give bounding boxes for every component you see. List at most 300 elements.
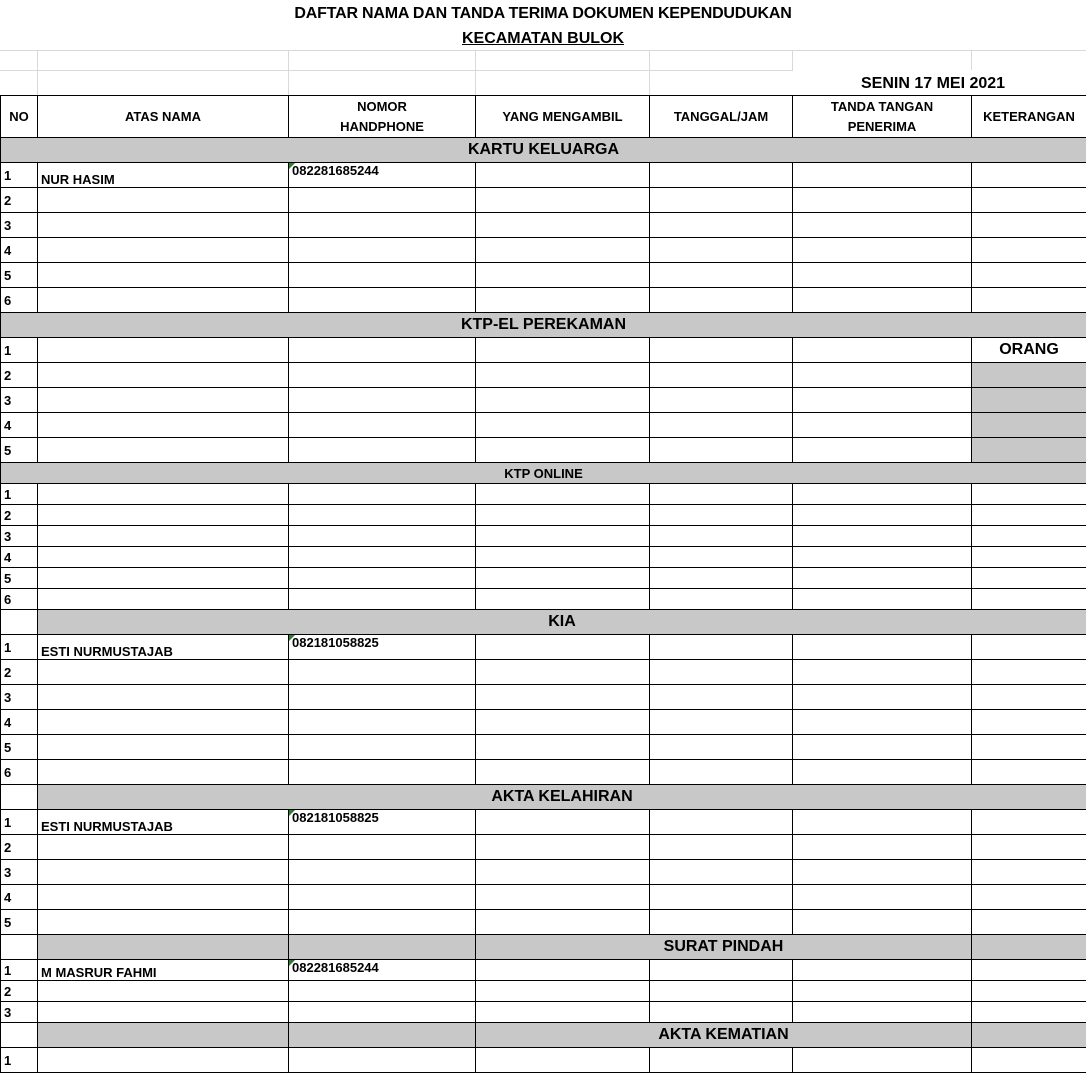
phone-cell[interactable] [289,238,476,263]
row-number[interactable]: 1 [1,484,38,505]
row-number[interactable]: 5 [1,910,38,935]
phone-cell[interactable] [289,388,476,413]
tanda-tangan-cell[interactable] [793,213,972,238]
keterangan-cell[interactable] [972,810,1086,835]
header-nomor-handphone[interactable] [289,96,476,138]
tanggal-jam-cell[interactable] [650,568,793,589]
keterangan-cell[interactable] [972,635,1086,660]
phone-cell[interactable] [289,885,476,910]
row-number[interactable]: 4 [1,413,38,438]
phone-cell[interactable] [289,213,476,238]
tanggal-jam-cell[interactable] [650,910,793,935]
keterangan-cell[interactable] [972,484,1086,505]
keterangan-cell[interactable] [972,710,1086,735]
atas-nama-cell[interactable] [38,288,289,313]
yang-mengambil-cell[interactable] [476,484,650,505]
row-number[interactable]: 1 [1,810,38,835]
yang-mengambil-cell[interactable] [476,835,650,860]
header-nomor-line2: HANDPHONE [340,118,424,134]
row-number[interactable]: 2 [1,835,38,860]
sheet-gridline [971,50,972,70]
atas-nama-cell[interactable] [38,188,289,213]
atas-nama-cell[interactable] [38,388,289,413]
yang-mengambil-cell[interactable] [476,660,650,685]
sheet-gridline [0,70,793,71]
tanggal-jam-cell[interactable] [650,505,793,526]
yang-mengambil-cell[interactable] [476,188,650,213]
phone-cell[interactable] [289,835,476,860]
atas-nama-cell[interactable] [38,338,289,363]
yang-mengambil-cell[interactable] [476,960,650,981]
header-no[interactable]: NO [1,96,38,138]
row-number[interactable]: 3 [1,685,38,710]
tanggal-jam-cell[interactable] [650,635,793,660]
row-number[interactable]: 1 [1,1048,38,1073]
tanda-tangan-cell[interactable] [793,526,972,547]
yang-mengambil-cell[interactable] [476,760,650,785]
tanda-tangan-cell[interactable] [793,835,972,860]
row-number[interactable]: 3 [1,1002,38,1023]
tanggal-jam-cell[interactable] [650,760,793,785]
atas-nama-cell[interactable] [38,1048,289,1073]
atas-nama-cell[interactable] [38,238,289,263]
phone-number: 082181058825 [292,810,379,825]
keterangan-cell[interactable] [972,413,1086,438]
keterangan-cell[interactable] [972,388,1086,413]
tanggal-jam-cell[interactable] [650,288,793,313]
tanda-tangan-cell[interactable] [793,660,972,685]
tanda-tangan-cell[interactable] [793,635,972,660]
tanda-tangan-cell[interactable] [793,338,972,363]
atas-nama-cell[interactable] [38,438,289,463]
yang-mengambil-cell[interactable] [476,1048,650,1073]
yang-mengambil-cell[interactable] [476,163,650,188]
row-number[interactable]: 5 [1,568,38,589]
table-row [1,710,1086,735]
tanda-tangan-cell[interactable] [793,981,972,1002]
atas-nama-cell[interactable] [38,547,289,568]
section-no-cell[interactable] [1,935,38,960]
keterangan-cell[interactable] [972,1002,1086,1023]
header-ttd-line1: TANDA TANGAN [830,98,934,114]
atas-nama-cell[interactable]: NUR HASIM [38,163,289,188]
tanggal-jam-cell[interactable] [650,810,793,835]
keterangan-cell[interactable] [972,438,1086,463]
section-gray-cell[interactable] [38,935,289,960]
keterangan-cell[interactable] [972,835,1086,860]
tanggal-jam-cell[interactable] [650,547,793,568]
tanggal-jam-cell[interactable] [650,960,793,981]
tanda-tangan-cell[interactable] [793,413,972,438]
atas-nama-cell[interactable]: ESTI NURMUSTAJAB [38,810,289,835]
atas-nama-cell[interactable] [38,685,289,710]
tanggal-jam-cell[interactable] [650,363,793,388]
tanda-tangan-cell[interactable] [793,810,972,835]
tanggal-jam-cell[interactable] [650,238,793,263]
tanda-tangan-cell[interactable] [793,910,972,935]
yang-mengambil-cell[interactable] [476,288,650,313]
text-number-indicator-icon [289,810,295,816]
phone-cell[interactable] [289,484,476,505]
row-number[interactable]: 1 [1,163,38,188]
tanggal-jam-cell[interactable] [650,213,793,238]
phone-cell[interactable] [289,760,476,785]
section-gray-cell[interactable] [289,1023,476,1048]
keterangan-cell[interactable] [972,288,1086,313]
atas-nama-cell[interactable] [38,568,289,589]
yang-mengambil-cell[interactable] [476,568,650,589]
yang-mengambil-cell[interactable] [476,860,650,885]
row-number[interactable]: 2 [1,981,38,1002]
table-row [1,735,1086,760]
keterangan-cell[interactable] [972,547,1086,568]
header-tanda-tangan[interactable] [793,96,972,138]
row-number[interactable]: 2 [1,505,38,526]
table-row [1,635,1086,660]
header-yang-mengambil[interactable]: YANG MENGAMBIL [476,96,650,138]
header-atas-nama[interactable]: ATAS NAMA [38,96,289,138]
phone-cell[interactable] [289,505,476,526]
row-number[interactable]: 6 [1,760,38,785]
date-label: SENIN 17 MEI 2021 [861,75,1006,92]
row-number[interactable]: 2 [1,188,38,213]
phone-cell[interactable] [289,547,476,568]
table-row [1,960,1086,981]
atas-nama-cell[interactable] [38,981,289,1002]
tanda-tangan-cell[interactable] [793,1002,972,1023]
phone-cell[interactable] [289,860,476,885]
table-row [1,981,1086,1002]
tanggal-jam-cell[interactable] [650,413,793,438]
row-number[interactable]: 3 [1,860,38,885]
atas-nama-cell[interactable] [38,213,289,238]
atas-nama-cell[interactable]: ESTI NURMUSTAJAB [38,635,289,660]
tanda-tangan-cell[interactable] [793,505,972,526]
tanda-tangan-cell[interactable] [793,960,972,981]
tanggal-jam-cell[interactable] [650,438,793,463]
row-number[interactable]: 1 [1,338,38,363]
yang-mengambil-cell[interactable] [476,505,650,526]
table-row [1,388,1086,413]
table-row [1,810,1086,835]
tanda-tangan-cell[interactable] [793,568,972,589]
tanggal-jam-cell[interactable] [650,885,793,910]
atas-nama-cell[interactable] [38,589,289,610]
table-row [1,547,1086,568]
table-row [1,860,1086,885]
tanggal-jam-cell[interactable] [650,660,793,685]
phone-cell[interactable] [289,288,476,313]
keterangan-cell[interactable] [972,960,1086,981]
row-number[interactable]: 1 [1,960,38,981]
tanggal-jam-cell[interactable] [650,526,793,547]
phone-cell[interactable] [289,910,476,935]
document-table [0,95,1086,1073]
text-number-indicator-icon [289,163,295,169]
row-number[interactable]: 5 [1,438,38,463]
section-label[interactable]: KTP-EL PEREKAMAN [1,313,1086,338]
yang-mengambil-cell[interactable] [476,635,650,660]
tanda-tangan-cell[interactable] [793,484,972,505]
yang-mengambil-cell[interactable] [476,910,650,935]
tanggal-jam-cell[interactable] [650,1002,793,1023]
table-row [1,288,1086,313]
yang-mengambil-cell[interactable] [476,547,650,568]
sheet-gridline [0,50,1086,51]
keterangan-cell[interactable] [972,660,1086,685]
yang-mengambil-cell[interactable] [476,438,650,463]
row-number[interactable]: 4 [1,710,38,735]
atas-nama-cell[interactable] [38,910,289,935]
tanggal-jam-cell[interactable] [650,388,793,413]
row-number[interactable]: 6 [1,589,38,610]
atas-nama-cell[interactable]: M MASRUR FAHMI [38,960,289,981]
phone-cell[interactable] [289,163,476,188]
row-number[interactable]: 4 [1,885,38,910]
row-number[interactable]: 1 [1,635,38,660]
atas-nama-cell[interactable] [38,835,289,860]
keterangan-cell[interactable] [972,526,1086,547]
tanggal-jam-cell[interactable] [650,685,793,710]
tanggal-jam-cell[interactable] [650,188,793,213]
phone-cell[interactable] [289,960,476,981]
tanggal-jam-cell[interactable] [650,589,793,610]
section-header-row [1,463,1086,484]
keterangan-cell[interactable] [972,505,1086,526]
row-number[interactable]: 3 [1,213,38,238]
tanggal-jam-cell[interactable] [650,263,793,288]
section-label[interactable]: KARTU KELUARGA [1,138,1086,163]
row-number[interactable]: 4 [1,547,38,568]
section-header-row [1,785,1086,810]
keterangan-cell[interactable]: ORANG [972,338,1086,363]
tanda-tangan-cell[interactable] [793,589,972,610]
keterangan-cell[interactable] [972,363,1086,388]
section-no-cell[interactable] [1,610,38,635]
atas-nama-cell[interactable] [38,363,289,388]
tanda-tangan-cell[interactable] [793,238,972,263]
keterangan-cell[interactable] [972,163,1086,188]
table-row [1,589,1086,610]
text-number-indicator-icon [289,960,295,966]
keterangan-cell[interactable] [972,589,1086,610]
phone-cell[interactable] [289,635,476,660]
atas-nama-cell[interactable] [38,413,289,438]
yang-mengambil-cell[interactable] [476,388,650,413]
tanda-tangan-cell[interactable] [793,188,972,213]
phone-cell[interactable] [289,526,476,547]
section-gray-cell[interactable] [289,935,476,960]
phone-cell[interactable] [289,685,476,710]
table-row [1,526,1086,547]
yang-mengambil-cell[interactable] [476,213,650,238]
yang-mengambil-cell[interactable] [476,981,650,1002]
tanda-tangan-cell[interactable] [793,710,972,735]
tanggal-jam-cell[interactable] [650,338,793,363]
keterangan-cell[interactable] [972,981,1086,1002]
phone-cell[interactable] [289,589,476,610]
table-row [1,568,1086,589]
phone-cell[interactable] [289,981,476,1002]
keterangan-cell[interactable] [972,568,1086,589]
section-label[interactable]: KTP ONLINE [1,463,1086,484]
tanda-tangan-cell[interactable] [793,735,972,760]
row-number[interactable]: 2 [1,363,38,388]
yang-mengambil-cell[interactable] [476,710,650,735]
row-number[interactable]: 6 [1,288,38,313]
keterangan-cell[interactable] [972,885,1086,910]
phone-cell[interactable] [289,1048,476,1073]
title-line-2: KECAMATAN BULOK [461,30,625,47]
phone-cell[interactable] [289,660,476,685]
tanggal-jam-cell[interactable] [650,710,793,735]
row-number[interactable]: 2 [1,660,38,685]
yang-mengambil-cell[interactable] [476,810,650,835]
atas-nama-cell[interactable] [38,710,289,735]
tanda-tangan-cell[interactable] [793,363,972,388]
section-no-cell[interactable] [1,785,38,810]
section-header-row [1,1023,1086,1048]
phone-cell[interactable] [289,810,476,835]
yang-mengambil-cell[interactable] [476,238,650,263]
header-ttd-line2: PENERIMA [847,118,917,134]
table-row [1,760,1086,785]
keterangan-cell[interactable] [972,188,1086,213]
atas-nama-cell[interactable] [38,735,289,760]
atas-nama-cell[interactable] [38,660,289,685]
keterangan-cell[interactable] [972,263,1086,288]
phone-cell[interactable] [289,263,476,288]
atas-nama-cell[interactable] [38,263,289,288]
section-header-row [1,138,1086,163]
table-body [1,138,1086,1073]
phone-cell[interactable] [289,438,476,463]
tanda-tangan-cell[interactable] [793,388,972,413]
atas-nama-cell[interactable] [38,1002,289,1023]
yang-mengambil-cell[interactable] [476,363,650,388]
yang-mengambil-cell[interactable] [476,1002,650,1023]
table-row [1,484,1086,505]
tanggal-jam-cell[interactable] [650,860,793,885]
tanda-tangan-cell[interactable] [793,860,972,885]
phone-cell[interactable] [289,413,476,438]
row-number[interactable]: 5 [1,735,38,760]
table-row [1,438,1086,463]
yang-mengambil-cell[interactable] [476,526,650,547]
phone-cell[interactable] [289,710,476,735]
header-tanggal-jam[interactable]: TANGGAL/JAM [650,96,793,138]
tanggal-jam-cell[interactable] [650,163,793,188]
keterangan-cell[interactable] [972,1048,1086,1073]
tanggal-jam-cell[interactable] [650,735,793,760]
atas-nama-cell[interactable] [38,760,289,785]
phone-cell[interactable] [289,188,476,213]
tanda-tangan-cell[interactable] [793,885,972,910]
section-label[interactable]: AKTA KEMATIAN [476,1023,972,1048]
tanda-tangan-cell[interactable] [793,438,972,463]
keterangan-cell[interactable] [972,910,1086,935]
section-header-row [1,313,1086,338]
tanggal-jam-cell[interactable] [650,835,793,860]
table-row [1,163,1086,188]
sheet-gridline [475,50,476,95]
section-label[interactable]: AKTA KELAHIRAN [38,785,1086,810]
phone-cell[interactable] [289,1002,476,1023]
section-gray-cell[interactable] [38,1023,289,1048]
row-number[interactable]: 3 [1,526,38,547]
tanda-tangan-cell[interactable] [793,163,972,188]
keterangan-cell[interactable] [972,760,1086,785]
tanda-tangan-cell[interactable] [793,760,972,785]
keterangan-cell[interactable] [972,685,1086,710]
yang-mengambil-cell[interactable] [476,413,650,438]
yang-mengambil-cell[interactable] [476,263,650,288]
tanda-tangan-cell[interactable] [793,288,972,313]
row-number[interactable]: 3 [1,388,38,413]
section-gray-cell[interactable] [972,935,1086,960]
keterangan-cell[interactable] [972,735,1086,760]
tanda-tangan-cell[interactable] [793,547,972,568]
yang-mengambil-cell[interactable] [476,735,650,760]
keterangan-cell[interactable] [972,860,1086,885]
header-nomor-line1: NOMOR [357,98,407,114]
atas-nama-cell[interactable] [38,505,289,526]
atas-nama-cell[interactable] [38,484,289,505]
phone-number: 082281685244 [292,163,379,178]
yang-mengambil-cell[interactable] [476,589,650,610]
section-label[interactable]: KIA [38,610,1086,635]
tanda-tangan-cell[interactable] [793,685,972,710]
section-gray-cell[interactable] [972,1023,1086,1048]
table-row [1,363,1086,388]
table-row [1,660,1086,685]
section-no-cell[interactable] [1,1023,38,1048]
keterangan-cell[interactable] [972,238,1086,263]
tanggal-jam-cell[interactable] [650,981,793,1002]
section-header-row [1,610,1086,635]
section-label[interactable]: SURAT PINDAH [476,935,972,960]
phone-cell[interactable] [289,568,476,589]
tanggal-jam-cell[interactable] [650,1048,793,1073]
phone-cell[interactable] [289,338,476,363]
table-row [1,885,1086,910]
keterangan-cell[interactable] [972,213,1086,238]
yang-mengambil-cell[interactable] [476,885,650,910]
yang-mengambil-cell[interactable] [476,338,650,363]
atas-nama-cell[interactable] [38,526,289,547]
table-row [1,338,1086,363]
phone-number: 082181058825 [292,635,379,650]
section-header-row [1,935,1086,960]
tanggal-jam-cell[interactable] [650,484,793,505]
atas-nama-cell[interactable] [38,860,289,885]
tanda-tangan-cell[interactable] [793,1048,972,1073]
atas-nama-cell[interactable] [38,885,289,910]
text-number-indicator-icon [289,635,295,641]
row-number[interactable]: 4 [1,238,38,263]
row-number[interactable]: 5 [1,263,38,288]
title-line-1: DAFTAR NAMA DAN TANDA TERIMA DOKUMEN KEPENDUDUKAN [294,5,792,22]
table-row [1,1002,1086,1023]
tanda-tangan-cell[interactable] [793,263,972,288]
sheet-gridline [649,50,650,95]
phone-cell[interactable] [289,735,476,760]
phone-cell[interactable] [289,363,476,388]
table-row [1,1048,1086,1073]
header-keterangan[interactable]: KETERANGAN [972,96,1086,138]
yang-mengambil-cell[interactable] [476,685,650,710]
table-row [1,835,1086,860]
